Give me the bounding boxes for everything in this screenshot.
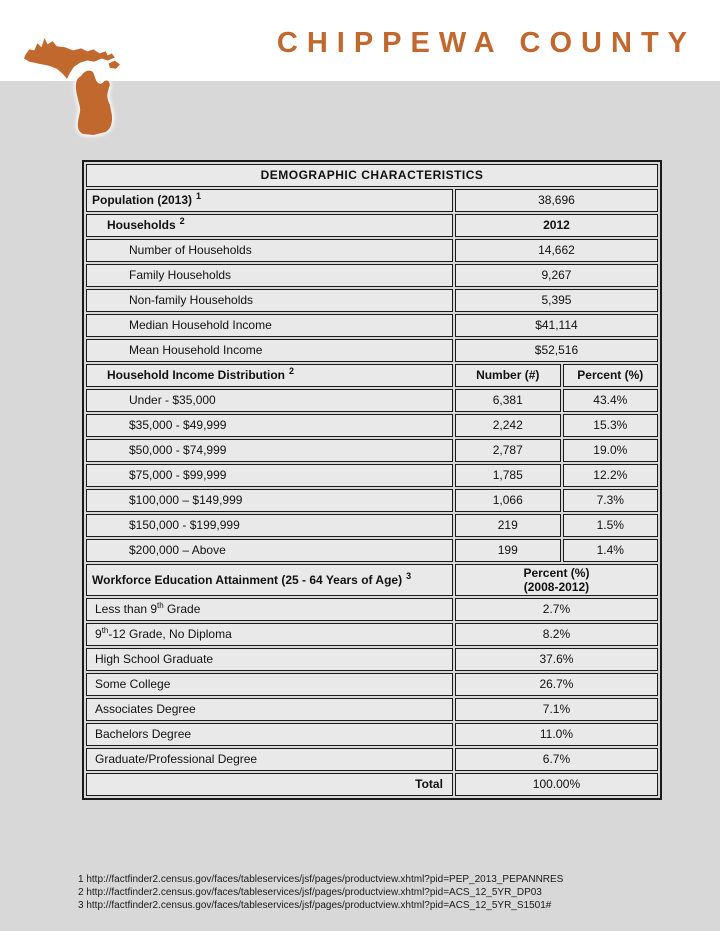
education-section-label: Workforce Education Attainment (25 - 64 Years of Age) $^3$ xyxy=(86,564,453,596)
population-label: Population (2013) $^1$ xyxy=(86,189,453,212)
row-label: Under - $35,000 xyxy=(86,389,453,412)
row-label: Family Households xyxy=(86,264,453,287)
row-label: $150,000 - $199,999 xyxy=(86,514,453,537)
table-row xyxy=(86,648,658,671)
education-percent-header: Percent (%) (2008-2012) xyxy=(455,564,658,596)
row-label: Bachelors Degree xyxy=(86,723,453,746)
row-percent: 37.6% xyxy=(455,648,658,671)
row-percent: 7.1% xyxy=(455,698,658,721)
row-percent: 12.2% xyxy=(563,464,658,487)
total-row xyxy=(86,773,658,796)
row-percent: 43.4% xyxy=(563,389,658,412)
row-label: $100,000 – $149,999 xyxy=(86,489,453,512)
row-percent: 1.4% xyxy=(563,539,658,562)
row-number: 6,381 xyxy=(455,389,561,412)
footnote-line: 2 http://factfinder2.census.gov/faces/tableservices/jsf/pages/productview.xhtml?pid=ACS_12_5YR_DP03 xyxy=(78,887,542,898)
row-percent: 7.3% xyxy=(563,489,658,512)
table-row xyxy=(86,748,658,771)
row-label: 9th-12 Grade, No Diploma xyxy=(86,623,453,646)
table-row xyxy=(86,464,658,487)
total-value: 100.00% xyxy=(455,773,658,796)
row-percent: 2.7% xyxy=(455,598,658,621)
population-row xyxy=(86,189,658,212)
table-row xyxy=(86,514,658,537)
row-label: Median Household Income xyxy=(86,314,453,337)
percent-column-header: Percent (%) xyxy=(563,364,658,387)
row-label: Mean Household Income xyxy=(86,339,453,362)
footnote-line: 1 http://factfinder2.census.gov/faces/tableservices/jsf/pages/productview.xhtml?pid=PEP_2013_PEPANNRES xyxy=(78,874,564,885)
table-row xyxy=(86,539,658,562)
footnotes xyxy=(78,873,563,912)
population-value: 38,696 xyxy=(455,189,658,212)
row-label: Less than 9th Grade xyxy=(86,598,453,621)
row-number: 219 xyxy=(455,514,561,537)
row-value: $41,114 xyxy=(455,314,658,337)
table-row xyxy=(86,723,658,746)
table-row xyxy=(86,489,658,512)
footnote-line: 3 http://factfinder2.census.gov/faces/tableservices/jsf/pages/productview.xhtml?pid=ACS_12_5YR_S1501# xyxy=(78,900,552,911)
income-distribution-label: Household Income Distribution $^2$ xyxy=(86,364,453,387)
table-row xyxy=(86,264,658,287)
number-column-header: Number (#) xyxy=(455,364,561,387)
row-number: 1,066 xyxy=(455,489,561,512)
row-label: Associates Degree xyxy=(86,698,453,721)
row-percent: 19.0% xyxy=(563,439,658,462)
households-year: 2012 xyxy=(455,214,658,237)
row-value: 14,662 xyxy=(455,239,658,262)
table-row xyxy=(86,289,658,312)
table-row xyxy=(86,623,658,646)
row-label: Non-family Households xyxy=(86,289,453,312)
row-percent: 15.3% xyxy=(563,414,658,437)
footnote-ref-2: 2 xyxy=(179,216,185,226)
demographics-table xyxy=(82,160,662,800)
row-label: $35,000 - $49,999 xyxy=(86,414,453,437)
row-value: $52,516 xyxy=(455,339,658,362)
row-label: High School Graduate xyxy=(86,648,453,671)
row-percent: 11.0% xyxy=(455,723,658,746)
table-row xyxy=(86,389,658,412)
row-percent: 8.2% xyxy=(455,623,658,646)
row-number: 2,242 xyxy=(455,414,561,437)
table-row xyxy=(86,414,658,437)
row-number: 1,785 xyxy=(455,464,561,487)
table-row xyxy=(86,339,658,362)
row-percent: 6.7% xyxy=(455,748,658,771)
table-row xyxy=(86,598,658,621)
table-title-row xyxy=(86,164,658,187)
row-label: Graduate/Professional Degree xyxy=(86,748,453,771)
row-value: 5,395 xyxy=(455,289,658,312)
row-label: $50,000 - $74,999 xyxy=(86,439,453,462)
row-percent: 1.5% xyxy=(563,514,658,537)
row-number: 199 xyxy=(455,539,561,562)
households-header-row xyxy=(86,214,658,237)
table-row xyxy=(86,673,658,696)
row-number: 2,787 xyxy=(455,439,561,462)
footnote-ref-3: 3 xyxy=(406,570,412,581)
table-title: DEMOGRAPHIC CHARACTERISTICS xyxy=(86,164,658,187)
table-row xyxy=(86,239,658,262)
total-label: Total xyxy=(86,773,453,796)
row-label: Number of Households xyxy=(86,239,453,262)
michigan-map-icon xyxy=(20,22,122,144)
row-percent: 26.7% xyxy=(455,673,658,696)
row-label: Some College xyxy=(86,673,453,696)
table-row xyxy=(86,314,658,337)
row-value: 9,267 xyxy=(455,264,658,287)
households-label: Households $^2$ xyxy=(86,214,453,237)
row-label: $75,000 - $99,999 xyxy=(86,464,453,487)
footnote-ref-2: 2 xyxy=(289,366,295,376)
footnote-ref-1: 1 xyxy=(196,191,202,201)
row-label: $200,000 – Above xyxy=(86,539,453,562)
income-distribution-header-row xyxy=(86,364,658,387)
county-title: CHIPPEWA COUNTY xyxy=(276,27,696,59)
table-row xyxy=(86,439,658,462)
education-header-row xyxy=(86,564,658,596)
table-row xyxy=(86,698,658,721)
